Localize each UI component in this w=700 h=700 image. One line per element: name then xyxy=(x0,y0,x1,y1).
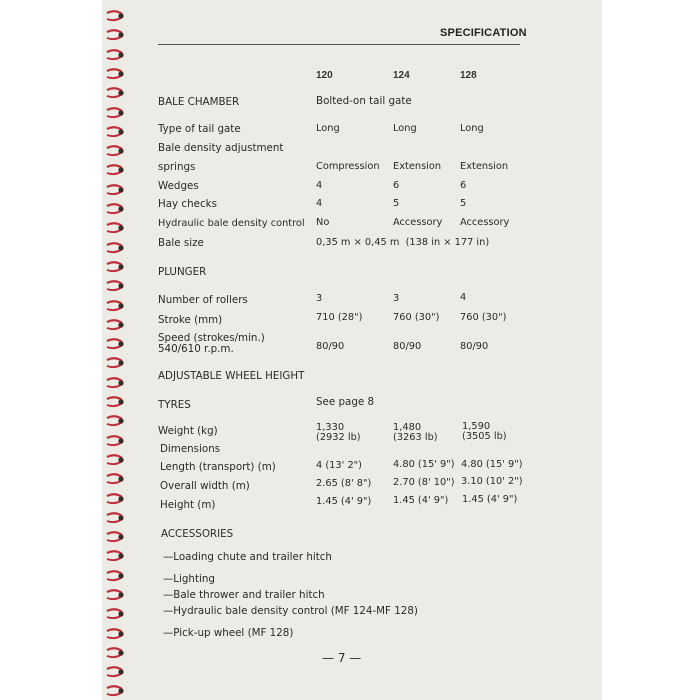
cell-120: 80/90 xyxy=(316,341,345,352)
cell-124: 80/90 xyxy=(393,341,422,352)
binding-coil xyxy=(106,280,122,291)
binding-coil xyxy=(106,435,122,446)
binding-coil xyxy=(106,608,122,619)
section-title-tyres: TYRES xyxy=(158,399,191,411)
binding-coil xyxy=(106,107,122,118)
cell-120: 4 xyxy=(316,180,323,191)
row-label: Weight (kg) xyxy=(158,425,218,437)
model-120-heading: 120 xyxy=(316,70,333,81)
binding-coil xyxy=(106,685,122,696)
binding-coil xyxy=(106,628,122,639)
row-label: Hydraulic bale density control xyxy=(158,218,305,229)
cell-128: 1.45 (4' 9") xyxy=(462,494,518,505)
binding-coil xyxy=(106,338,122,349)
row-label: Dimensions xyxy=(160,443,221,455)
accessory-item: —Lighting xyxy=(163,573,215,585)
binding-coil xyxy=(106,29,122,40)
binding-coil xyxy=(106,647,122,658)
cell-128: 5 xyxy=(460,198,467,209)
cell-124: 5 xyxy=(393,198,400,209)
cell-124: 3 xyxy=(393,293,400,304)
row-label: Bale size xyxy=(158,237,204,249)
cell-124: 760 (30") xyxy=(393,312,440,323)
bale-chamber-note: Bolted-on tail gate xyxy=(316,95,412,107)
cell-128: 4 xyxy=(460,292,467,303)
cell-120: 1.45 (4' 9") xyxy=(316,496,372,507)
accessory-item: —Hydraulic bale density control (MF 124-MF 128) xyxy=(163,605,418,617)
binding-coil xyxy=(106,512,122,523)
cell-120: 710 (28") xyxy=(316,312,363,323)
cell-124: 4.80 (15' 9") xyxy=(393,459,455,470)
binding-coil xyxy=(106,164,122,175)
row-label: Hay checks xyxy=(158,198,217,210)
cell-120: 4 (13' 2") xyxy=(316,460,363,471)
row-label: Type of tail gate xyxy=(158,123,241,135)
cell-124: Long xyxy=(393,123,417,134)
cell-124: 6 xyxy=(393,180,400,191)
page-title: SPECIFICATION xyxy=(440,27,527,39)
binding-coil xyxy=(106,203,122,214)
cell-128: 4.80 (15' 9") xyxy=(461,459,523,470)
cell-128: 1,590 (3505 lb) xyxy=(462,421,507,442)
row-label: Number of rollers xyxy=(158,294,248,306)
cell-124: Accessory xyxy=(393,217,443,228)
binding-coil xyxy=(106,126,122,137)
binding-coil xyxy=(106,261,122,272)
binding-coil xyxy=(106,222,122,233)
binding-coil xyxy=(106,550,122,561)
binding-coil xyxy=(106,589,122,600)
binding-coil xyxy=(106,415,122,426)
cell-124: 1,480 (3263 lb) xyxy=(393,422,438,443)
cell-124: Extension xyxy=(393,161,442,172)
page-number: — 7 — xyxy=(322,651,362,665)
row-label: Length (transport) (m) xyxy=(160,461,276,473)
cell-120: 4 xyxy=(316,198,323,209)
bale-size-value: 0,35 m × 0,45 m (138 in × 177 in) xyxy=(316,237,490,248)
binding-coil xyxy=(106,666,122,677)
cell-128: Long xyxy=(460,123,484,134)
cell-120: 3 xyxy=(316,293,323,304)
cell-120: No xyxy=(316,217,330,228)
row-label-line2: 540/610 r.p.m. xyxy=(158,343,234,355)
cell-120: 1,330 (2932 lb) xyxy=(316,422,361,443)
cell-120: Compression xyxy=(316,161,380,172)
row-label: Height (m) xyxy=(160,499,216,511)
accessory-item: —Loading chute and trailer hitch xyxy=(163,551,332,563)
model-124-heading: 124 xyxy=(393,70,410,81)
binding-coil xyxy=(106,10,122,21)
row-label: Overall width (m) xyxy=(160,480,250,492)
binding-coil xyxy=(106,570,122,581)
binding-coil xyxy=(106,493,122,504)
row-label: Stroke (mm) xyxy=(158,314,223,326)
binding-coil xyxy=(106,454,122,465)
binding-coil xyxy=(106,531,122,542)
model-128-heading: 128 xyxy=(460,70,477,81)
binding-coil xyxy=(106,87,122,98)
tyres-note: See page 8 xyxy=(316,396,375,408)
binding-coil xyxy=(106,357,122,368)
binding-coil xyxy=(106,49,122,60)
cell-128: 80/90 xyxy=(460,341,489,352)
binding-coil xyxy=(106,319,122,330)
binding-coil xyxy=(106,242,122,253)
section-title-accessories: ACCESSORIES xyxy=(161,528,234,540)
binding-coil xyxy=(106,300,122,311)
binding-coil xyxy=(106,396,122,407)
cell-124: 1.45 (4' 9") xyxy=(393,495,449,506)
binding-coil xyxy=(106,184,122,195)
cell-120: Long xyxy=(316,123,340,134)
cell-128: 6 xyxy=(460,180,467,191)
section-title-plunger: PLUNGER xyxy=(158,266,207,278)
binding-coil xyxy=(106,473,122,484)
binding-coil xyxy=(106,377,122,388)
cell-128: 3.10 (10' 2") xyxy=(461,476,523,487)
section-title-bale-chamber: BALE CHAMBER xyxy=(158,96,240,108)
cell-128: 760 (30") xyxy=(460,312,507,323)
accessory-item: —Bale thrower and trailer hitch xyxy=(163,589,325,601)
row-label: Wedges xyxy=(158,180,199,192)
cell-128: Extension xyxy=(460,161,509,172)
binding-coil xyxy=(106,145,122,156)
accessory-item: —Pick-up wheel (MF 128) xyxy=(163,627,294,639)
cell-120: 2.65 (8' 8") xyxy=(316,478,372,489)
cell-128: Accessory xyxy=(460,217,510,228)
cell-124: 2.70 (8' 10") xyxy=(393,477,455,488)
row-label: Bale density adjustment xyxy=(158,142,284,154)
header-rule xyxy=(158,44,520,45)
section-title-wheel-height: ADJUSTABLE WHEEL HEIGHT xyxy=(158,370,305,382)
binding-coil xyxy=(106,68,122,79)
row-label: Speed (strokes/min.) xyxy=(158,332,265,344)
row-label: springs xyxy=(158,161,196,173)
